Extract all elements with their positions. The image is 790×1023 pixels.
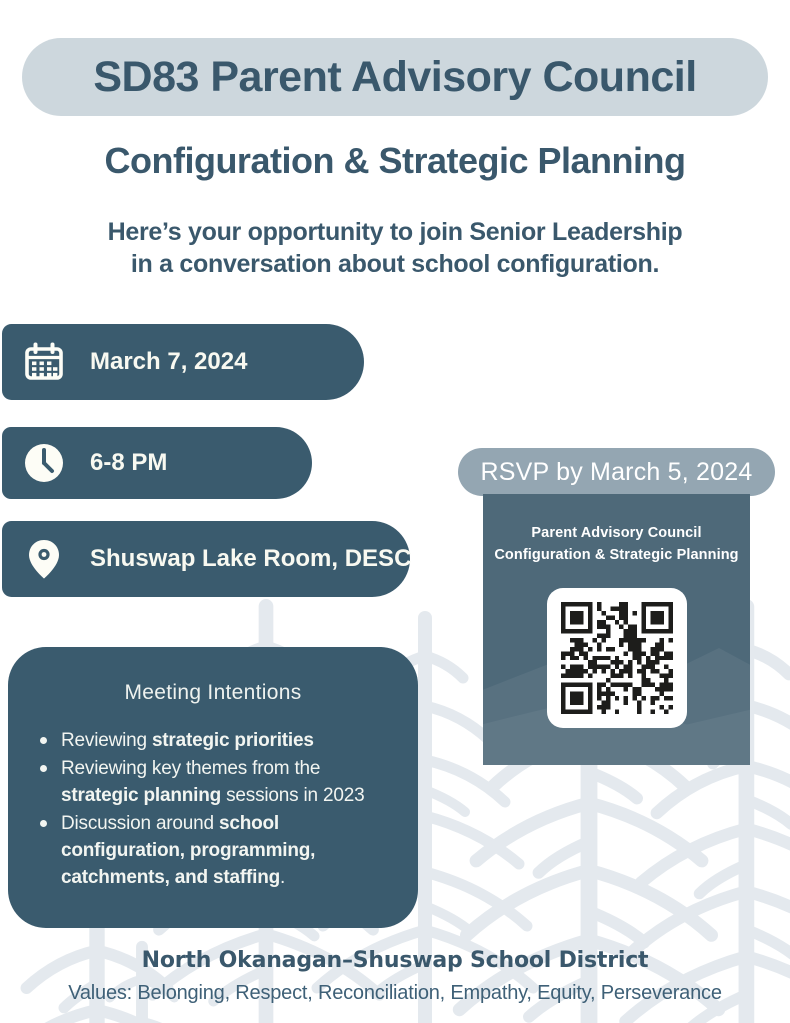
bullet-dot bbox=[40, 765, 47, 772]
banner bbox=[22, 38, 768, 116]
qr-code bbox=[561, 602, 673, 714]
event-date-label: March 7, 2024 bbox=[90, 348, 248, 375]
bullet-dot bbox=[40, 820, 47, 827]
list-item bbox=[34, 810, 392, 891]
bullet-text: Reviewing key themes from the strategic planning sessions in 2023 bbox=[61, 758, 365, 806]
event-time-label: 6-8 PM bbox=[90, 449, 168, 476]
bullet-dot bbox=[40, 737, 47, 744]
location-pin-icon bbox=[22, 537, 66, 581]
subtitle-line-2: in a conversation about school configuration. bbox=[130, 250, 660, 278]
qr-caption bbox=[483, 522, 750, 566]
clock-icon bbox=[22, 441, 66, 485]
calendar-icon bbox=[22, 340, 66, 384]
list-item bbox=[34, 727, 392, 754]
page-title: Configuration & Strategic Planning bbox=[104, 140, 686, 181]
banner-title: SD83 Parent Advisory Council bbox=[93, 52, 697, 101]
subtitle bbox=[0, 216, 790, 280]
meeting-intentions-card bbox=[8, 647, 418, 928]
rsvp-deadline-banner bbox=[458, 448, 775, 496]
district-values: Values: Belonging, Respect, Reconciliation, Empathy, Equity, Perseverance bbox=[68, 982, 722, 1004]
bullet-text: Discussion around school configuration, programming, catchments, and staffing. bbox=[61, 813, 316, 888]
meeting-bullets bbox=[34, 727, 392, 891]
event-date-pill bbox=[2, 324, 364, 400]
list-item bbox=[34, 755, 392, 809]
event-time-pill bbox=[2, 427, 312, 499]
meeting-intentions-title: Meeting Intentions bbox=[124, 681, 302, 704]
rsvp-deadline-label: RSVP by March 5, 2024 bbox=[480, 457, 753, 486]
event-location-label: Shuswap Lake Room, DESC bbox=[90, 545, 412, 572]
bullet-text: Reviewing strategic priorities bbox=[61, 730, 314, 751]
district-name: North Okanagan–Shuswap School District bbox=[141, 948, 649, 973]
event-location-pill bbox=[2, 521, 410, 597]
qr-caption-line-1: Parent Advisory Council bbox=[531, 525, 702, 541]
rsvp-qr-panel bbox=[483, 494, 750, 765]
subtitle-line-1: Here’s your opportunity to join Senior Leadership bbox=[107, 218, 683, 246]
qr-caption-line-2: Configuration & Strategic Planning bbox=[494, 547, 739, 563]
qr-code-frame bbox=[547, 588, 687, 728]
